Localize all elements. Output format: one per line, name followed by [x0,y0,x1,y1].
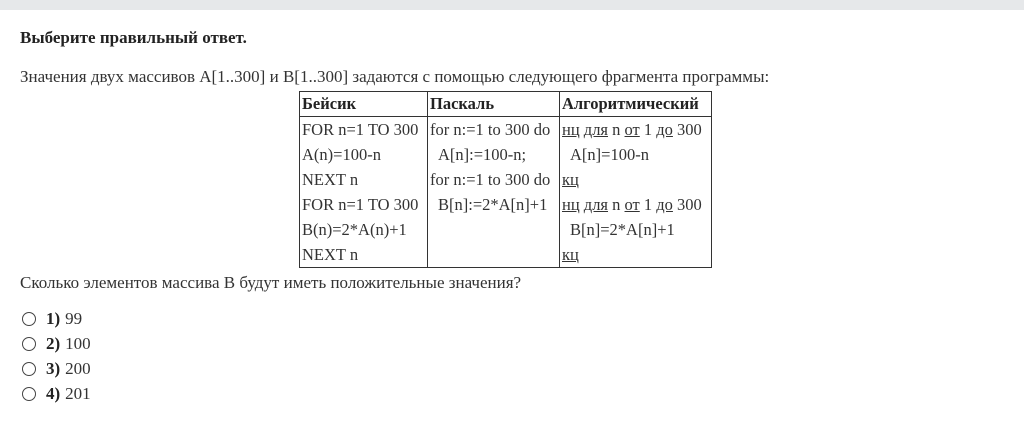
algo-keyword: от [624,195,640,214]
header-pascal: Паскаль [428,92,560,117]
algo-keyword: для [583,120,609,139]
table-row [300,167,712,192]
option-number: 2) [46,333,61,353]
pascal-line [428,217,560,242]
option-value: 201 [65,383,91,403]
table-row [300,142,712,167]
radio-button[interactable] [22,387,36,401]
algo-keyword: кц [562,170,579,189]
algo-keyword: нц [562,195,580,214]
option-value: 200 [65,358,91,378]
algo-keyword: до [656,195,673,214]
answer-option-4[interactable] [20,381,91,406]
option-number: 1) [46,308,61,328]
radio-button[interactable] [22,362,36,376]
basic-line: NEXT n [300,242,428,268]
algo-number: 300 [677,195,702,214]
option-number: 4) [46,383,61,403]
option-value: 100 [65,333,91,353]
algo-line: B[n]=2*A[n]+1 [560,217,712,242]
task-intro-text: Значения двух массивов A[1..300] и B[1..300] задаются с помощью следующего фрагмента программы: [20,67,770,86]
task-instruction: Выберите правильный ответ. [20,28,247,47]
algo-keyword: нц [562,120,580,139]
table-row [300,217,712,242]
algo-line: A[n]=100-n [560,142,712,167]
question-text: Сколько элементов массива B будут иметь положительные значения? [20,273,522,292]
algo-var: n [612,120,621,139]
basic-line: A(n)=100-n [300,142,428,167]
pascal-line: for n:=1 to 300 do [428,167,560,192]
algo-line [560,192,712,217]
basic-line: B(n)=2*A(n)+1 [300,217,428,242]
radio-button[interactable] [22,312,36,326]
top-bar [0,0,1024,10]
radio-button[interactable] [22,337,36,351]
table-row [300,117,712,143]
basic-line: FOR n=1 TO 300 [300,192,428,217]
algo-number: 1 [643,195,653,214]
pascal-line: B[n]:=2*A[n]+1 [428,192,560,217]
answer-option-3[interactable] [20,356,91,381]
program-code-table [299,91,712,268]
table-header-row [300,92,712,117]
algo-number: 300 [677,120,702,139]
pascal-line: for n:=1 to 300 do [428,117,560,143]
header-algorithmic: Алгоритмический [560,92,712,117]
basic-line: FOR n=1 TO 300 [300,117,428,143]
answer-option-1[interactable] [20,306,91,331]
pascal-line: A[n]:=100-n; [428,142,560,167]
table-row [300,242,712,268]
algo-keyword: от [624,120,640,139]
header-basic: Бейсик [300,92,428,117]
algo-line [560,167,712,192]
option-number: 3) [46,358,61,378]
algo-keyword: до [656,120,673,139]
basic-line: NEXT n [300,167,428,192]
algo-var: n [612,195,621,214]
answer-option-2[interactable] [20,331,91,356]
algo-line [560,117,712,143]
option-value: 99 [65,308,83,328]
algo-number: 1 [643,120,653,139]
answer-options [20,306,91,406]
algo-line [560,242,712,268]
table-row [300,192,712,217]
algo-keyword: для [583,195,609,214]
algo-keyword: кц [562,245,579,264]
pascal-line [428,242,560,268]
